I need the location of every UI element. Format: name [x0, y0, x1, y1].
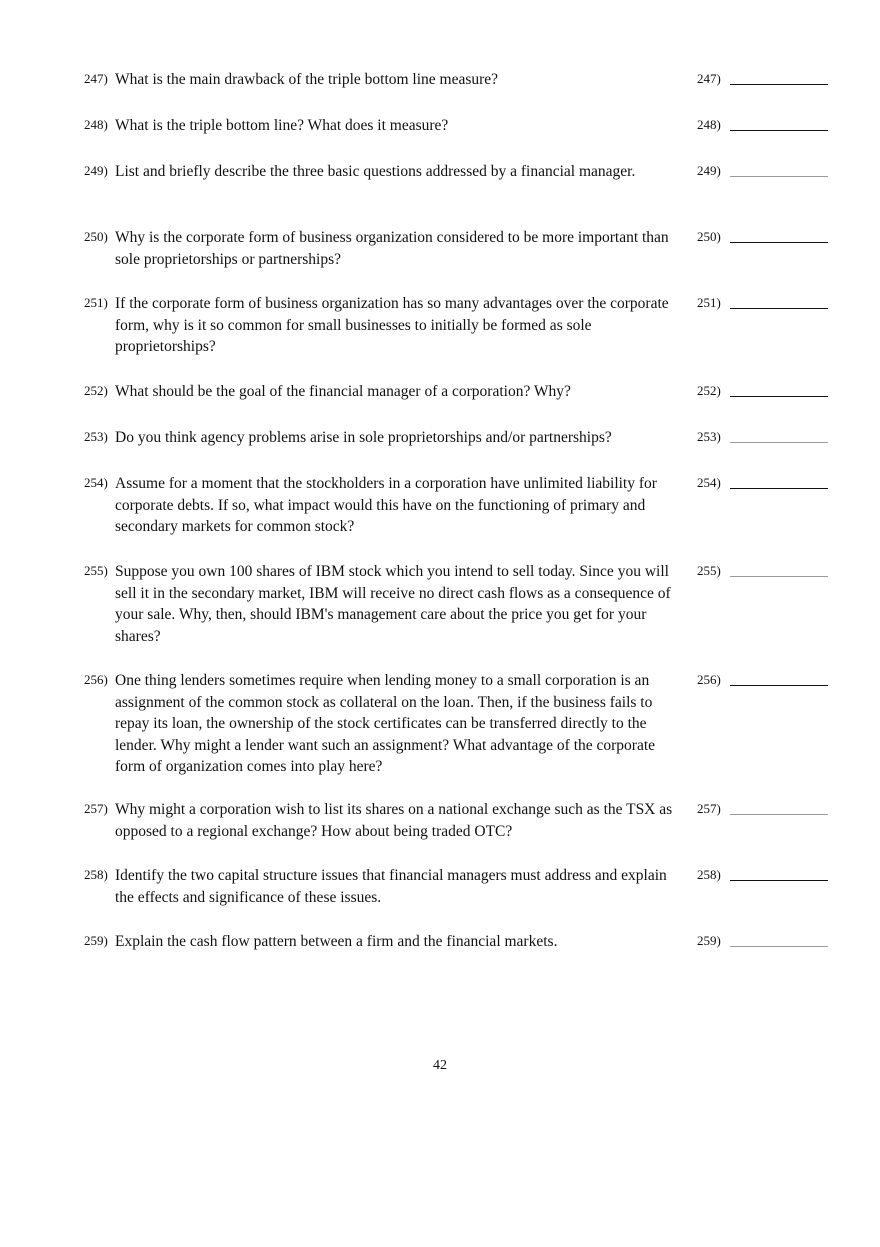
question-text: List and briefly describe the three basic questions addressed by a financial manager. — [115, 163, 636, 180]
question-number: 259) — [84, 933, 108, 948]
question-text: If the corporate form of business organization has so many advantages over the corporate form, why is it so common for small businesses to initially be formed as sole proprietorships? — [115, 295, 669, 355]
question-text: Suppose you own 100 shares of IBM stock which you intend to sell today. Since you will sell it in the secondary market, IBM will receive no direct cash flows as a consequence of your sale. Why, then, should IBM's management care about the price you get for your shares? — [115, 563, 671, 645]
question-number: 256) — [84, 672, 108, 687]
answer-blank[interactable] — [730, 814, 828, 815]
answer-blank[interactable] — [730, 130, 828, 131]
answer-label: 258) — [697, 867, 721, 882]
question-text: Identify the two capital structure issues that financial managers must address and explain the effects and significance of these issues. — [115, 867, 667, 906]
question-text: What should be the goal of the financial manager of a corporation? Why? — [115, 383, 571, 400]
question-text: What is the triple bottom line? What does it measure? — [115, 117, 449, 134]
answer-label: 257) — [697, 801, 721, 816]
question-text: What is the main drawback of the triple bottom line measure? — [115, 71, 499, 88]
answer-blank[interactable] — [730, 442, 828, 443]
answer-label: 253) — [697, 429, 721, 444]
answer-blank[interactable] — [730, 685, 828, 686]
answer-label: 247) — [697, 71, 721, 86]
page-number: 42 — [433, 1058, 447, 1073]
question-number: 255) — [84, 563, 108, 578]
question-text: Why might a corporation wish to list its shares on a national exchange such as the TSX as opposed to a regional exchange? How about being traded OTC? — [115, 801, 673, 840]
question-number: 252) — [84, 383, 108, 398]
question-text: Why is the corporate form of business organization considered to be more important than sole proprietorships or partnerships? — [115, 229, 669, 268]
question-number: 257) — [84, 801, 108, 816]
answer-label: 256) — [697, 672, 721, 687]
answer-label: 255) — [697, 563, 721, 578]
answer-blank[interactable] — [730, 396, 828, 397]
answer-blank[interactable] — [730, 488, 828, 489]
answer-blank[interactable] — [730, 946, 828, 947]
answer-blank[interactable] — [730, 242, 828, 243]
question-text: Explain the cash flow pattern between a firm and the financial markets. — [115, 933, 558, 950]
answer-blank[interactable] — [730, 308, 828, 309]
question-number: 254) — [84, 475, 108, 490]
question-number: 248) — [84, 117, 108, 132]
answer-label: 249) — [697, 163, 721, 178]
question-number: 258) — [84, 867, 108, 882]
question-number: 247) — [84, 71, 108, 86]
question-number: 251) — [84, 295, 108, 310]
question-text: Do you think agency problems arise in sole proprietorships and/or partnerships? — [115, 429, 612, 446]
answer-label: 251) — [697, 295, 721, 310]
question-number: 253) — [84, 429, 108, 444]
answer-label: 259) — [697, 933, 721, 948]
answer-blank[interactable] — [730, 84, 828, 85]
answer-label: 250) — [697, 229, 721, 244]
answer-label: 248) — [697, 117, 721, 132]
answer-label: 254) — [697, 475, 721, 490]
answer-label: 252) — [697, 383, 721, 398]
answer-blank[interactable] — [730, 176, 828, 177]
answer-blank[interactable] — [730, 576, 828, 577]
question-text: Assume for a moment that the stockholders in a corporation have unlimited liability for corporate debts. If so, what impact would this have on the functioning of primary and secondary markets for common stock? — [115, 475, 657, 535]
question-text: One thing lenders sometimes require when lending money to a small corporation is an assignment of the common stock as collateral on the loan. Then, if the business fails to repay its loan, the ownership of the stock certificates can be transferred directly to the lender. Why might a lender want such an assignment? What advantage of the corporate form of organization comes into play here? — [115, 672, 656, 775]
answer-blank[interactable] — [730, 880, 828, 881]
question-number: 250) — [84, 229, 108, 244]
question-number: 249) — [84, 163, 108, 178]
